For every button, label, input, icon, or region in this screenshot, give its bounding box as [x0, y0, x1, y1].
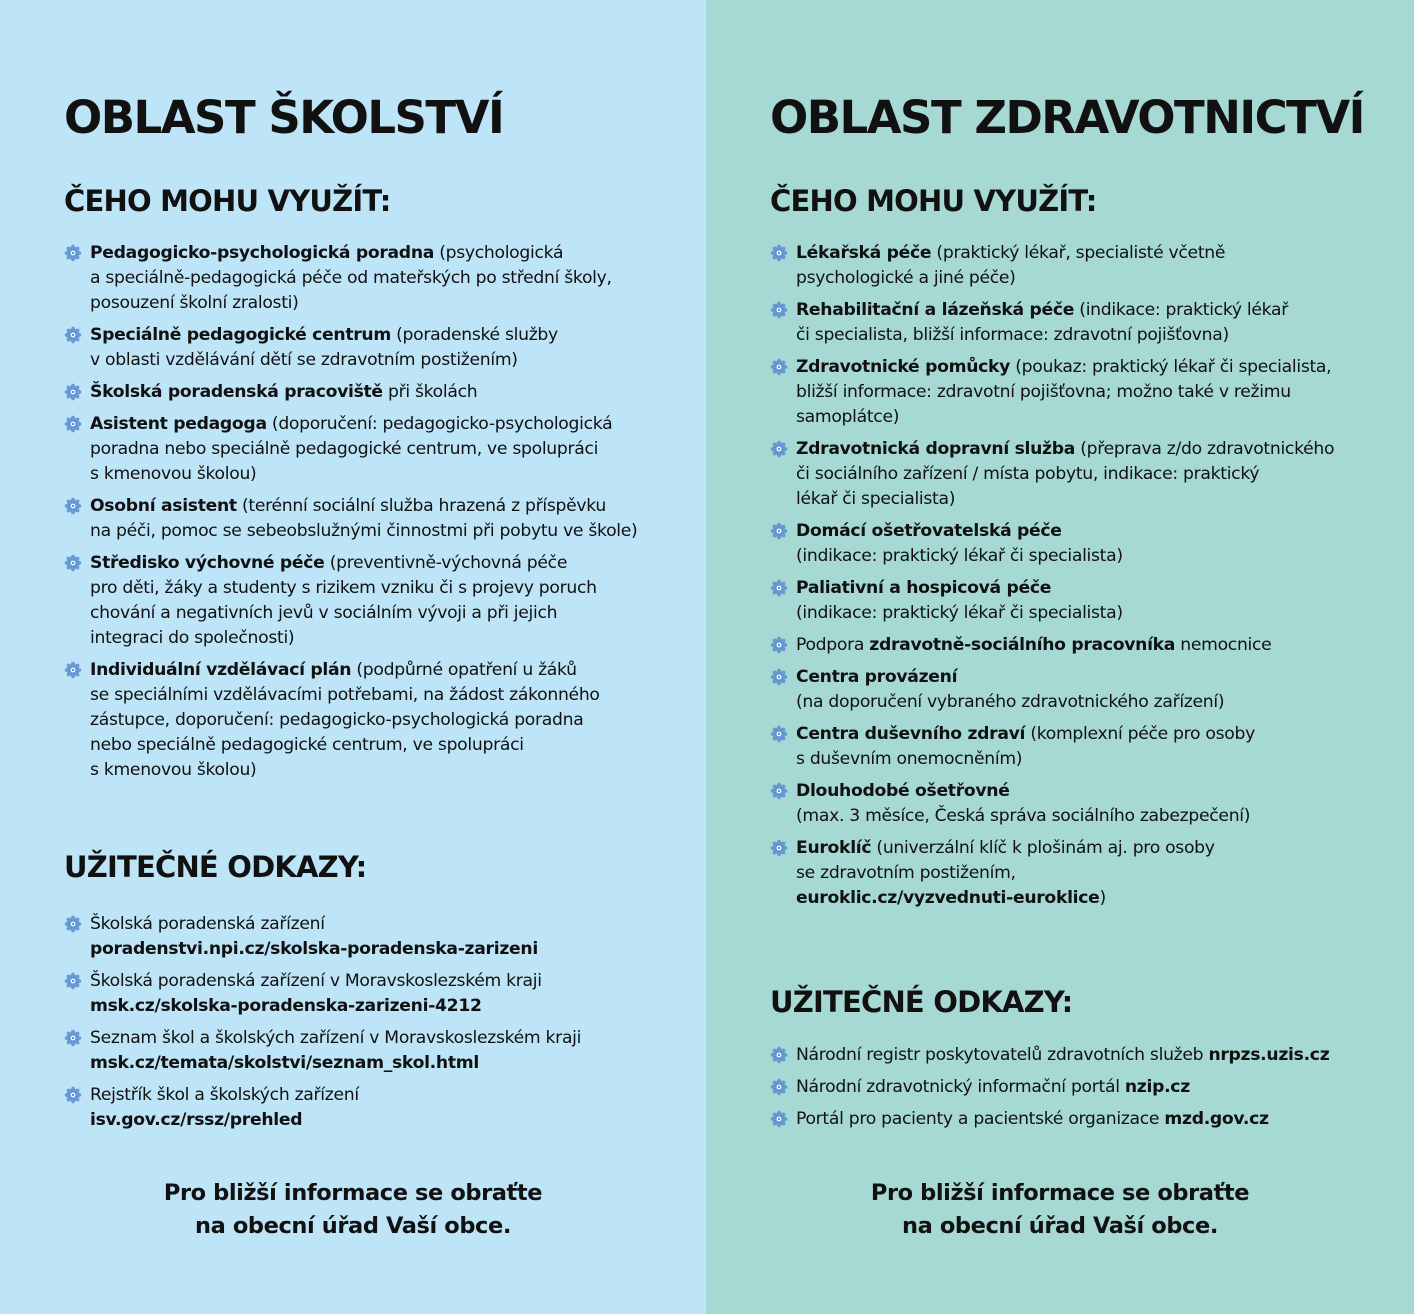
item-line [90, 519, 637, 544]
schools-service-item [64, 323, 637, 373]
text: (indikace: praktický lékař či specialista) [796, 603, 1123, 623]
bold-text: euroklic.cz/vyzvednuti-euroklice [796, 888, 1100, 908]
flower-bullet-icon [64, 554, 82, 572]
item-line [90, 266, 637, 291]
item-line [796, 1075, 1329, 1100]
bold-text: msk.cz/temata/skolstvi/seznam_skol.html [90, 1053, 479, 1073]
text: (přeprava z/do zdravotnického [1075, 439, 1335, 459]
text: (psychologická [434, 243, 564, 263]
item-line [90, 437, 637, 462]
text: samoplátce) [796, 407, 900, 427]
healthcare-service-item [770, 241, 1334, 291]
bold-text: Dlouhodobé ošetřovné [796, 781, 1010, 801]
item-line [796, 722, 1334, 747]
text: (doporučení: pedagogicko-psychologická [266, 414, 613, 434]
bold-text: mzd.gov.cz [1164, 1109, 1269, 1129]
healthcare-title: OBLAST ZDRAVOTNICTVÍ [770, 91, 1364, 144]
item-line [90, 708, 637, 733]
item-line [90, 1108, 581, 1133]
item-line [90, 601, 637, 626]
text: ) [1099, 888, 1106, 908]
text: (indikace: praktický lékař či specialista) [796, 546, 1123, 566]
flower-bullet-icon [770, 668, 788, 686]
text: Národní registr poskytovatelů zdravotních služeb [796, 1045, 1209, 1065]
item-line [796, 323, 1334, 348]
flower-bullet-icon [770, 839, 788, 857]
item-line [796, 519, 1334, 544]
text: (max. 3 měsíce, Česká správa sociálního zabezpečení) [796, 806, 1251, 826]
schools-link-item [64, 1026, 581, 1076]
schools-link-item [64, 1083, 581, 1133]
schools-services-heading: ČEHO MOHU VYUŽÍT: [64, 184, 391, 218]
schools-column [0, 0, 706, 1314]
text: nemocnice [1175, 635, 1272, 655]
item-line [796, 804, 1334, 829]
schools-links-heading: UŽITEČNÉ ODKAZY: [64, 850, 367, 884]
item-line [796, 665, 1334, 690]
item-line [90, 412, 637, 437]
item-line [796, 405, 1334, 430]
flower-bullet-icon [770, 725, 788, 743]
bold-text: Zdravotnická dopravní služba [796, 439, 1076, 459]
schools-links-list [64, 912, 581, 1140]
text: (indikace: praktický lékař [1074, 300, 1289, 320]
healthcare-link-item [770, 1107, 1329, 1132]
flower-bullet-icon [770, 244, 788, 262]
healthcare-footer-line2: na obecní úřad Vaší obce. [901, 1213, 1218, 1239]
text: (podpůrné opatření u žáků [351, 660, 577, 680]
flower-bullet-icon [770, 440, 788, 458]
bold-text: Centra provázení [796, 667, 958, 687]
healthcare-service-item [770, 722, 1334, 772]
healthcare-link-item [770, 1075, 1329, 1100]
text: nebo speciálně pedagogické centrum, ve spolupráci [90, 735, 524, 755]
text: při školách [382, 382, 478, 402]
item-line [90, 937, 581, 962]
item-line [796, 241, 1334, 266]
schools-footer-line1: Pro bližší informace se obraťte [163, 1180, 543, 1206]
flower-bullet-icon [64, 415, 82, 433]
healthcare-service-item [770, 298, 1334, 348]
item-line [796, 544, 1334, 569]
bold-text: msk.cz/skolska-poradenska-zarizeni-4212 [90, 996, 482, 1016]
item-line [796, 886, 1334, 911]
flower-bullet-icon [770, 1078, 788, 1096]
text: s kmenovou školou) [90, 464, 257, 484]
item-line [90, 323, 637, 348]
schools-service-item [64, 551, 637, 651]
text: Portál pro pacienty a pacientské organizace [796, 1109, 1165, 1129]
item-line [796, 1107, 1329, 1132]
item-line [90, 494, 637, 519]
text: chování a negativních jevů v sociálním vývoji a při jejich [90, 603, 558, 623]
bold-text: Školská poradenská pracoviště [90, 382, 383, 402]
bold-text: Speciálně pedagogické centrum [90, 325, 391, 345]
text: (preventivně-výchovná péče [324, 553, 568, 573]
bold-text: Pedagogicko-psychologická poradna [90, 243, 435, 263]
flower-bullet-icon [64, 244, 82, 262]
text: s kmenovou školou) [90, 760, 257, 780]
flower-bullet-icon [770, 1110, 788, 1128]
bold-text: Individuální vzdělávací plán [90, 660, 352, 680]
text: pro děti, žáky a studenty s rizikem vzniku či s projevy poruch [90, 578, 597, 598]
schools-title: OBLAST ŠKOLSTVÍ [64, 91, 504, 144]
healthcare-service-item [770, 633, 1334, 658]
item-line [90, 576, 637, 601]
bold-text: Paliativní a hospicová péče [796, 578, 1052, 598]
text: (na doporučení vybraného zdravotnického zařízení) [796, 692, 1225, 712]
text: s duševním onemocněním) [796, 749, 1023, 769]
schools-service-item [64, 380, 637, 405]
text: bližší informace: zdravotní pojišťovna; možno také v režimu [796, 382, 1291, 402]
schools-services-list [64, 241, 637, 790]
healthcare-services-heading: ČEHO MOHU VYUŽÍT: [770, 184, 1097, 218]
item-line [796, 576, 1334, 601]
text: či specialista, bližší informace: zdravotní pojišťovna) [796, 325, 1229, 345]
item-line [90, 658, 637, 683]
flower-bullet-icon [64, 326, 82, 344]
item-line [90, 1051, 581, 1076]
flower-bullet-icon [770, 358, 788, 376]
flower-bullet-icon [64, 383, 82, 401]
flower-bullet-icon [770, 579, 788, 597]
text: Seznam škol a školských zařízení v Moravskoslezském kraji [90, 1028, 582, 1048]
text: psychologické a jiné péče) [796, 268, 1016, 288]
text: lékař či specialista) [796, 489, 956, 509]
healthcare-service-item [770, 836, 1334, 911]
healthcare-service-item [770, 437, 1334, 512]
item-line [90, 969, 581, 994]
item-line [90, 683, 637, 708]
item-line [796, 779, 1334, 804]
text: Podpora [796, 635, 870, 655]
text: se speciálními vzdělávacími potřebami, na žádost zákonného [90, 685, 600, 705]
flower-bullet-icon [770, 522, 788, 540]
schools-link-item [64, 912, 581, 962]
bold-text: nzip.cz [1124, 1077, 1190, 1097]
item-line [796, 355, 1334, 380]
item-line [90, 994, 581, 1019]
healthcare-services-list [770, 241, 1334, 918]
bold-text: Centra duševního zdraví [796, 724, 1026, 744]
item-line [90, 291, 637, 316]
text: (poradenské služby [390, 325, 558, 345]
item-line [796, 836, 1334, 861]
item-line [90, 348, 637, 373]
healthcare-links-heading: UŽITEČNÉ ODKAZY: [770, 985, 1073, 1019]
item-line [796, 266, 1334, 291]
text: (univerzální klíč k plošinám aj. pro osoby [871, 838, 1215, 858]
bold-text: Osobní asistent [90, 496, 237, 516]
flower-bullet-icon [64, 1086, 82, 1104]
flower-bullet-icon [64, 1029, 82, 1047]
text: integraci do společnosti) [90, 628, 295, 648]
item-line [796, 747, 1334, 772]
item-line [90, 733, 637, 758]
item-line [90, 912, 581, 937]
item-line [796, 690, 1334, 715]
item-line [796, 462, 1334, 487]
item-line [90, 462, 637, 487]
healthcare-service-item [770, 665, 1334, 715]
healthcare-links-list [770, 1043, 1329, 1139]
item-line [796, 437, 1334, 462]
item-line [90, 551, 637, 576]
schools-footer [0, 1177, 706, 1243]
text: Školská poradenská zařízení v Moravskoslezském kraji [90, 971, 542, 991]
bold-text: Rehabilitační a lázeňská péče [796, 300, 1075, 320]
text: Školská poradenská zařízení [90, 914, 325, 934]
healthcare-link-item [770, 1043, 1329, 1068]
healthcare-service-item [770, 576, 1334, 626]
text: posouzení školní zralosti) [90, 293, 299, 313]
bold-text: Zdravotnické pomůcky [796, 357, 1011, 377]
schools-footer-line2: na obecní úřad Vaší obce. [194, 1213, 511, 1239]
text: na péči, pomoc se sebeobslužnými činnostmi při pobytu ve škole) [90, 521, 638, 541]
flower-bullet-icon [64, 915, 82, 933]
bold-text: Domácí ošetřovatelská péče [796, 521, 1062, 541]
bold-text: Asistent pedagoga [90, 414, 267, 434]
bold-text: Euroklíč [796, 838, 872, 858]
text: či sociálního zařízení / místa pobytu, indikace: praktický [796, 464, 1260, 484]
healthcare-footer-line1: Pro bližší informace se obraťte [870, 1180, 1250, 1206]
schools-service-item [64, 658, 637, 783]
bold-text: zdravotně-sociálního pracovníka [869, 635, 1176, 655]
item-line [796, 861, 1334, 886]
schools-link-item [64, 969, 581, 1019]
healthcare-service-item [770, 355, 1334, 430]
text: zástupce, doporučení: pedagogicko-psychologická poradna [90, 710, 584, 730]
healthcare-service-item [770, 779, 1334, 829]
item-line [796, 298, 1334, 323]
text: (poukaz: praktický lékař či specialista, [1010, 357, 1332, 377]
item-line [90, 1083, 581, 1108]
text: (komplexní péče pro osoby [1025, 724, 1256, 744]
healthcare-column [706, 0, 1414, 1314]
schools-service-item [64, 494, 637, 544]
text: poradna nebo speciálně pedagogické centrum, ve spolupráci [90, 439, 599, 459]
flower-bullet-icon [64, 497, 82, 515]
item-line [796, 601, 1334, 626]
item-line [796, 380, 1334, 405]
item-line [796, 633, 1334, 658]
healthcare-footer [706, 1177, 1414, 1243]
flower-bullet-icon [770, 782, 788, 800]
bold-text: isv.gov.cz/rssz/prehled [90, 1110, 303, 1130]
text: se zdravotním postižením, [796, 863, 1016, 883]
schools-service-item [64, 241, 637, 316]
item-line [90, 1026, 581, 1051]
bold-text: Středisko výchovné péče [90, 553, 325, 573]
flower-bullet-icon [770, 1046, 788, 1064]
text: Rejstřík škol a školských zařízení [90, 1085, 359, 1105]
item-line [90, 626, 637, 651]
item-line [90, 241, 637, 266]
item-line [796, 487, 1334, 512]
flower-bullet-icon [770, 636, 788, 654]
item-line [90, 380, 637, 405]
text: (praktický lékař, specialisté včetně [931, 243, 1226, 263]
item-line [90, 758, 637, 783]
text: v oblasti vzdělávání dětí se zdravotním postižením) [90, 350, 518, 370]
flower-bullet-icon [64, 661, 82, 679]
bold-text: nrpzs.uzis.cz [1208, 1045, 1330, 1065]
bold-text: poradenstvi.npi.cz/skolska-poradenska-zarizeni [90, 939, 538, 959]
flower-bullet-icon [64, 972, 82, 990]
healthcare-service-item [770, 519, 1334, 569]
flower-bullet-icon [770, 301, 788, 319]
bold-text: Lékařská péče [796, 243, 932, 263]
text: (terénní sociální služba hrazená z příspěvku [236, 496, 606, 516]
text: a speciálně-pedagogická péče od mateřských po střední školy, [90, 268, 612, 288]
schools-service-item [64, 412, 637, 487]
item-line [796, 1043, 1329, 1068]
text: Národní zdravotnický informační portál [796, 1077, 1125, 1097]
